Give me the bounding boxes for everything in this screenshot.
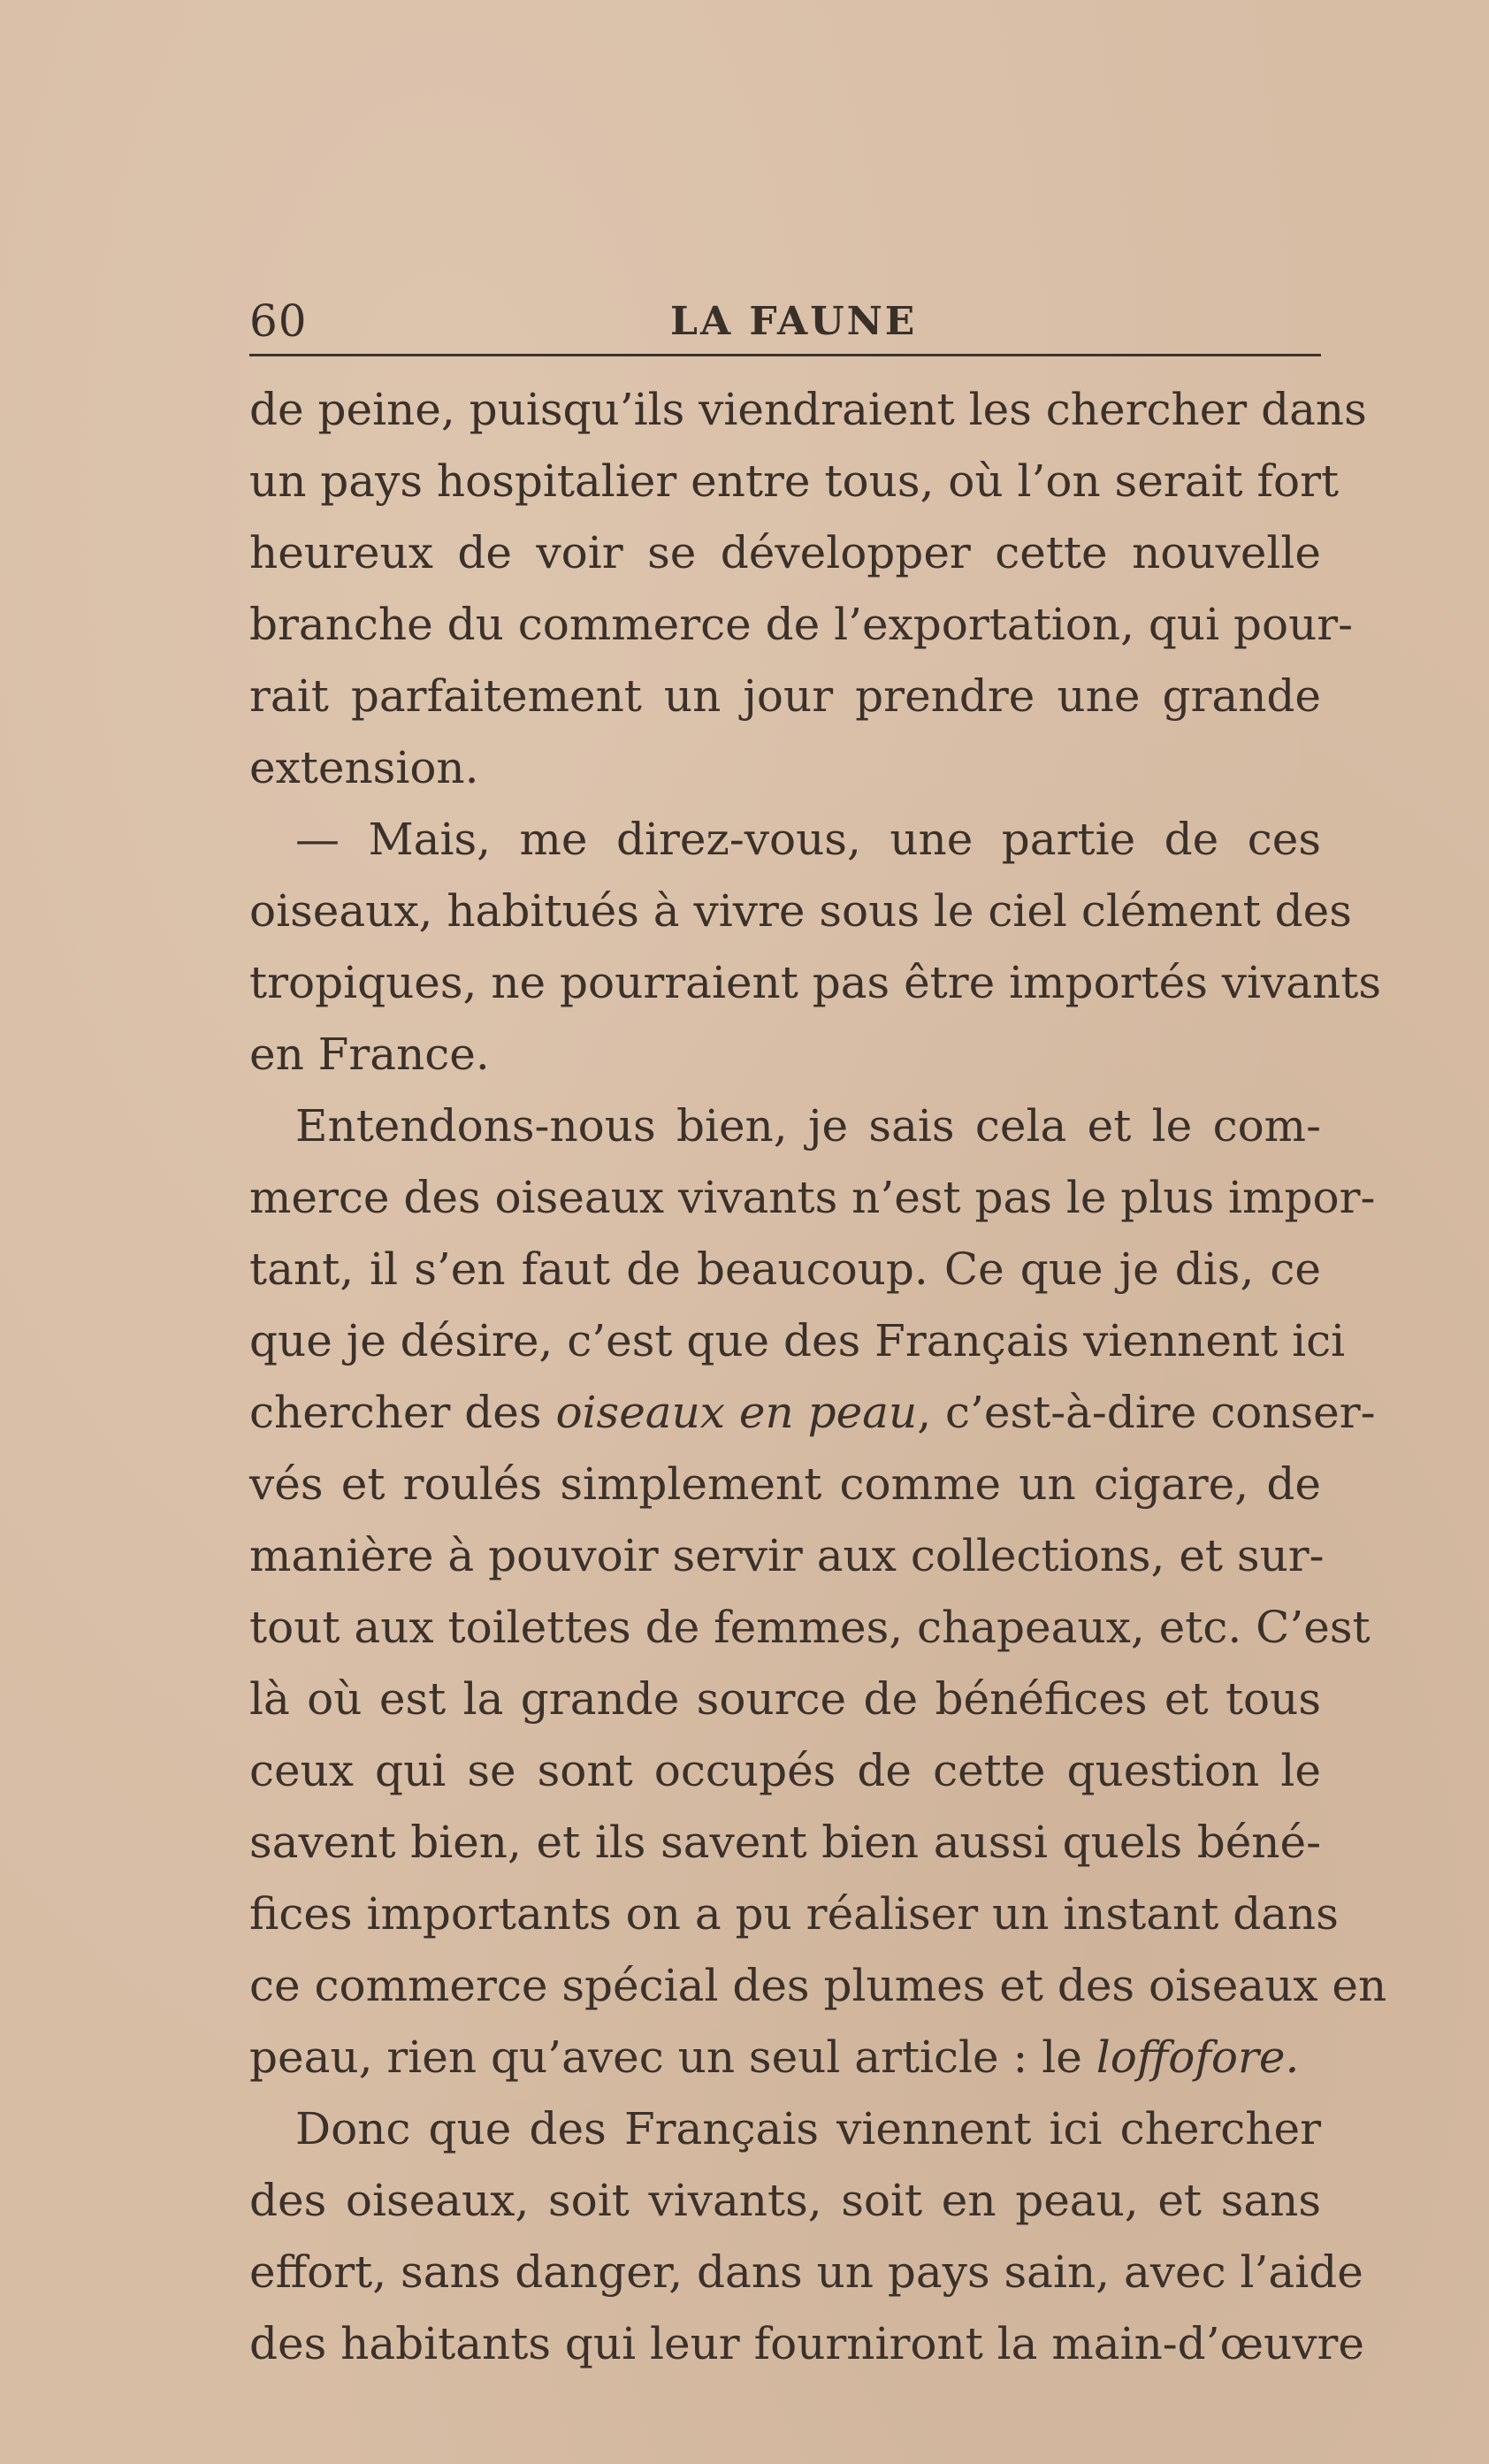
book-page <box>249 292 1387 2380</box>
text-line: Donc que des Français viennent ici chercher <box>295 2103 1321 2154</box>
text-line: branche du commerce de l’exportation, qui pour- <box>249 599 1354 650</box>
text-line: tant, il s’en faut de beaucoup. Ce que je dis, ce <box>249 1243 1321 1295</box>
italic-text: loffofore. <box>1096 2032 1300 2083</box>
text-line: que je désire, c’est que des Français viennent ici <box>249 1315 1346 1366</box>
text-line: des oiseaux, soit vivants, soit en peau, et sans <box>249 2175 1321 2226</box>
text-line: de peine, puisqu’ils viendraient les chercher dans <box>249 384 1367 435</box>
text-line: rait parfaitement un jour prendre une grande <box>249 670 1321 722</box>
text-line: merce des oiseaux vivants n’est pas le plus impor- <box>249 1172 1376 1223</box>
text-line: vés et roulés simplement comme un cigare, de <box>249 1458 1321 1510</box>
text-line: manière à pouvoir servir aux collections, et sur- <box>249 1530 1325 1581</box>
text-line <box>249 1377 1376 1449</box>
text-line: en France. <box>249 1029 490 1080</box>
text-line: — Mais, me direz-vous, une partie de ces <box>295 814 1321 865</box>
text-line: ce commerce spécial des plumes et des oiseaux en <box>249 1960 1387 2011</box>
text-segment: chercher des <box>249 1387 556 1438</box>
text-line: oiseaux, habitués à vivre sous le ciel clément des <box>249 885 1352 937</box>
text-line: Entendons-nous bien, je sais cela et le com- <box>295 1100 1321 1152</box>
text-line: un pays hospitalier entre tous, où l’on serait fort <box>249 455 1340 507</box>
text-line: savent bien, et ils savent bien aussi quels béné- <box>249 1817 1321 1868</box>
text-line: tropiques, ne pourraient pas être importés vivants <box>249 957 1382 1008</box>
text-line: extension. <box>249 742 479 793</box>
body-text <box>249 374 1387 2380</box>
text-line <box>249 2022 1321 2093</box>
text-line: effort, sans danger, dans un pays sain, avec l’aide <box>249 2246 1363 2298</box>
text-line: heureux de voir se développer cette nouvelle <box>249 527 1321 578</box>
text-line: fices importants on a pu réaliser un instant dans <box>249 1888 1339 1940</box>
text-line: des habitants qui leur fourniront la main-d’œuvre <box>249 2318 1364 2369</box>
text-line: là où est la grande source de bénéfices et tous <box>249 1673 1321 1725</box>
italic-text: oiseaux en peau <box>555 1387 918 1438</box>
running-title: LA FAUNE <box>670 299 918 344</box>
text-line: tout aux toilettes de femmes, chapeaux, etc. C’est <box>249 1602 1371 1653</box>
running-head <box>249 292 1321 356</box>
text-segment: , c’est-à-dire conser- <box>917 1387 1376 1438</box>
text-segment: peau, rien qu’avec un seul article : le <box>249 2032 1096 2083</box>
text-line: ceux qui se sont occupés de cette question le <box>249 1745 1321 1796</box>
page-number: 60 <box>249 295 308 347</box>
